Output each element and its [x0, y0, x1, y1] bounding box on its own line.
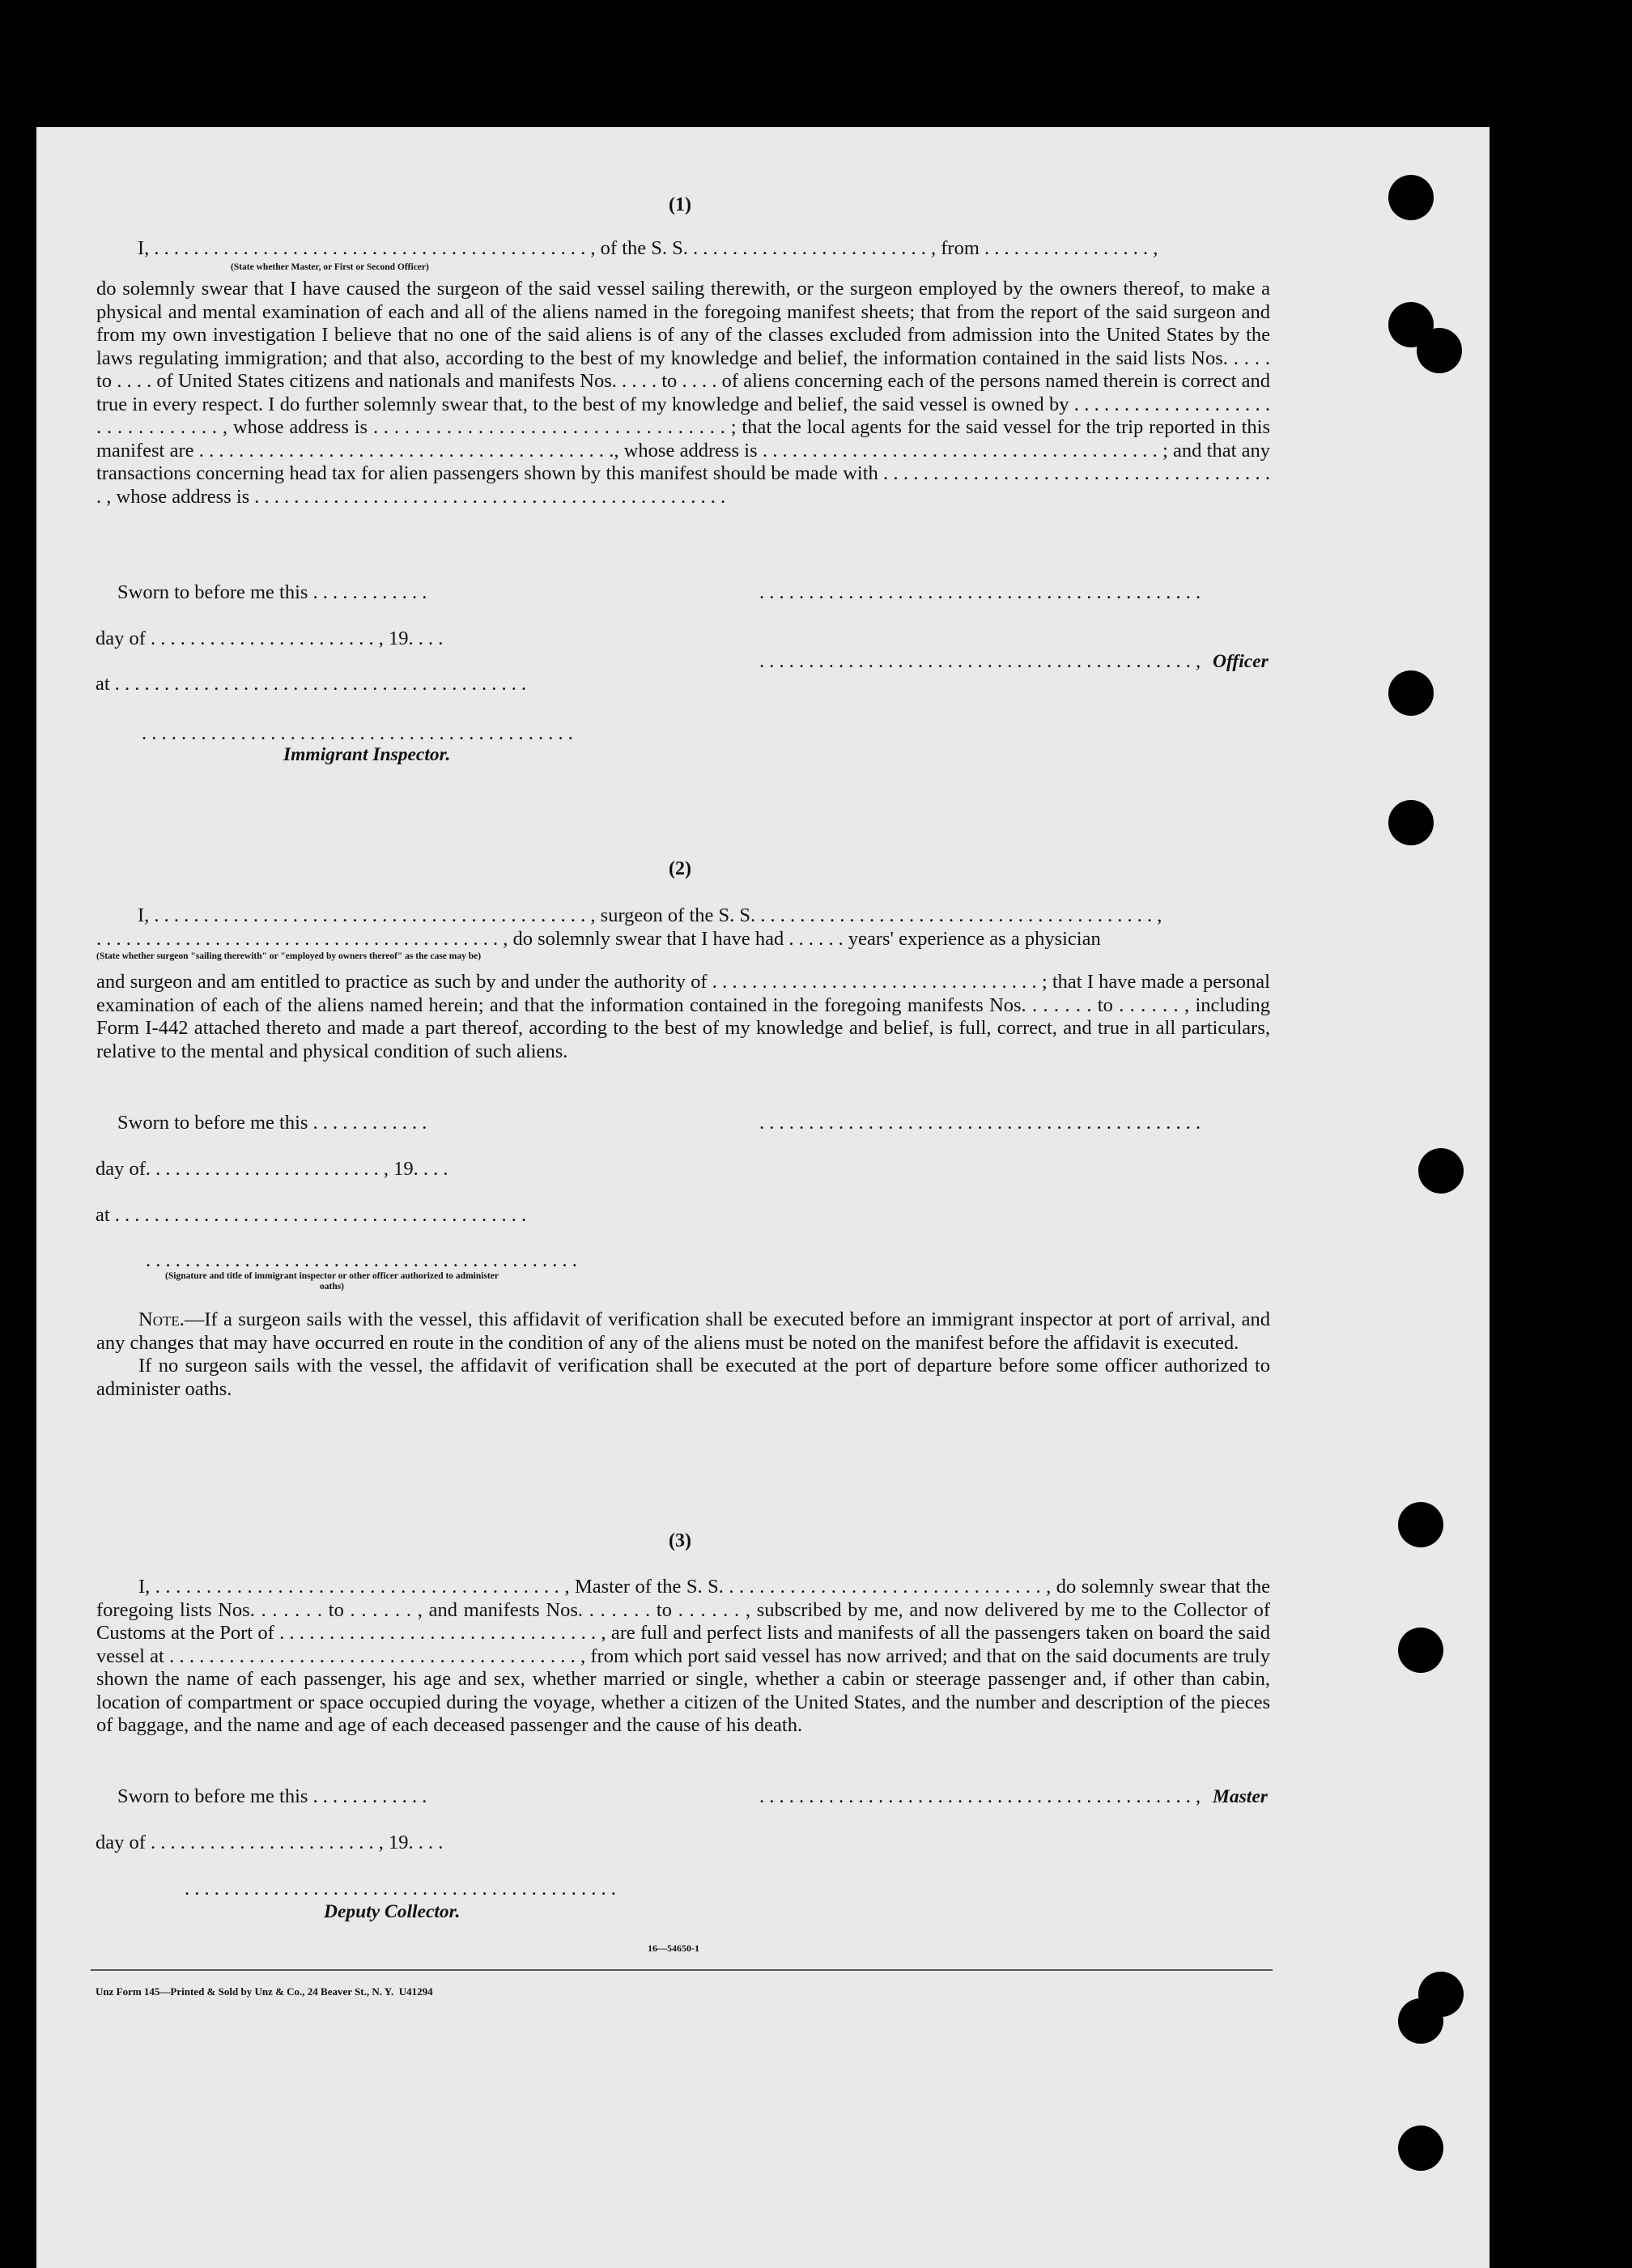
printer-credit: Unz Form 145—Printed & Sold by Unz & Co., 24 Beaver St., N. Y. U41294 [96, 1985, 433, 1998]
punch-hole [1398, 2125, 1443, 2171]
section-3-paragraph: I, . . . . . . . . . . . . . . . . . . . . . . . . . . . . . . . . . . . . . . . . , Master of the S. S. . . . . . . . . . . . . . . . . . . . . . . . . . . . . . . . , do solemnly swear that the foregoing lists Nos. . . . . . . to . . . . . . , and manifests Nos. . . . . . . to . . . . . . , subscribed by me, and now delivered by me to the Collector of Customs at the Port of . . . . . . . . . . . . . . . . . . . . . . . . . . . . . . . . , are full and perfect lists and manifests of all the passengers taken on board the said vessel at . . . . . . . . . . . . . . . . . . . . . . . . . . . . . . . . . . . . . . . . . , from which port said vessel has now arrived; and that on the said documents are truly shown the name of each passenger, his age and sex, whether married or single, whether a cabin or steerage passenger and, if other than cabin, location of compartment or space occupied during the voyage, whether a citizen of the United States, and the number and description of the pieces of baggage, and the name and age of each deceased passenger and the cause of his death. [96, 1576, 1270, 1736]
note-label: Note. [138, 1308, 185, 1330]
note-text: —If a surgeon sails with the vessel, this affidavit of verification shall be executed before an immigrant inspector at port of arrival, and any changes that may have occurred en route in the condition of any of the aliens must be noted on the manifest before the affidavit is executed. [96, 1308, 1270, 1354]
punch-hole [1398, 1502, 1443, 1547]
note-paragraph [96, 1308, 1270, 1355]
section-1-at: at . . . . . . . . . . . . . . . . . . . . . . . . . . . . . . . . . . . . . . . . . . [96, 673, 527, 695]
punch-hole [1388, 175, 1434, 220]
section-2-body [96, 971, 1270, 1063]
section-3-collector-label: Deputy Collector. [324, 1901, 461, 1922]
section-3-number: (3) [669, 1530, 691, 1551]
section-2-sig-line: . . . . . . . . . . . . . . . . . . . . . . . . . . . . . . . . . . . . . . . . . . . . [146, 1249, 577, 1271]
punch-hole [1398, 1628, 1443, 1673]
section-3-day: day of . . . . . . . . . . . . . . . . . . . . . . . , 19. . . . [96, 1832, 444, 1853]
section-1-sworn-right: . . . . . . . . . . . . . . . . . . . . . . . . . . . . . . . . . . . . . . . . . . . . . [759, 581, 1201, 603]
section-2-sig-note: (Signature and title of immigrant inspector or other officer authorized to administer oaths) [165, 1271, 499, 1291]
section-2-sworn: Sworn to before me this . . . . . . . . . . . . [117, 1112, 427, 1134]
section-1-sworn: Sworn to before me this . . . . . . . . . . . . [117, 581, 427, 603]
section-1-officer-line: . . . . . . . . . . . . . . . . . . . . . . . . . . . . . . . . . . . . . . . . . . . . , [759, 650, 1201, 672]
section-1-line1: I, . . . . . . . . . . . . . . . . . . . . . . . . . . . . . . . . . . . . . . . . . . . . , of the S. S. . . . . . . . . . . . . . . . . . . . . . . . . , from . . . . . . . . . . . . . . . . . , [138, 237, 1158, 259]
footer-rule [91, 1969, 1273, 1971]
section-3-master-line: . . . . . . . . . . . . . . . . . . . . . . . . . . . . . . . . . . . . . . . . . . . . , [759, 1785, 1201, 1807]
section-1-line1-note: (State whether Master, or First or Second Officer) [231, 262, 429, 272]
section-3-collector-line: . . . . . . . . . . . . . . . . . . . . . . . . . . . . . . . . . . . . . . . . . . . . [185, 1878, 616, 1900]
punch-hole [1388, 670, 1434, 716]
note-paragraph-2: If no surgeon sails with the vessel, the affidavit of verification shall be executed at the port of departure before some officer authorized to administer oaths. [96, 1355, 1270, 1400]
section-2-day: day of. . . . . . . . . . . . . . . . . . . . . . . . , 19. . . . [96, 1158, 448, 1180]
section-2-paragraph: and surgeon and am entitled to practice as such by and under the authority of . . . . . . . . . . . . . . . . . . . . . . . . . . . . . . . . . ; that I have made a personal examination of each of the aliens named herein; and that the information contained in the foregoing manifests Nos. . . . . . . to . . . . . . , including Form I-442 attached thereto and made a part thereof, according to the best of my knowledge and belief, is full, correct, and true in all particulars, relative to the mental and physical condition of such aliens. [96, 971, 1270, 1062]
section-2-line2-note: (State whether surgeon "sailing therewith" or "employed by owners thereof" as the case may be) [96, 951, 482, 961]
section-2-note [96, 1308, 1270, 1401]
section-1-number: (1) [669, 194, 691, 215]
punch-hole [1398, 1998, 1443, 2044]
section-1-officer-label: Officer [1213, 651, 1269, 672]
section-1-inspector-label: Immigrant Inspector. [283, 744, 451, 765]
section-3-master-label: Master [1213, 1786, 1268, 1807]
section-2-number: (2) [669, 858, 691, 879]
section-3-body [96, 1576, 1270, 1738]
section-2-sworn-right: . . . . . . . . . . . . . . . . . . . . . . . . . . . . . . . . . . . . . . . . . . . . . [759, 1112, 1201, 1134]
section-2-line2: . . . . . . . . . . . . . . . . . . . . . . . . . . . . . . . . . . . . . . . . . , do solemnly swear that I have had . . . . . . years' experience as a physician [96, 928, 1101, 950]
section-1-inspector-line: . . . . . . . . . . . . . . . . . . . . . . . . . . . . . . . . . . . . . . . . . . . . [142, 722, 573, 744]
section-2-at: at . . . . . . . . . . . . . . . . . . . . . . . . . . . . . . . . . . . . . . . . . . [96, 1204, 527, 1226]
section-3-sworn: Sworn to before me this . . . . . . . . . . . . [117, 1785, 427, 1807]
section-1-body [96, 278, 1270, 508]
punch-hole [1388, 800, 1434, 845]
section-1-day: day of . . . . . . . . . . . . . . . . . . . . . . . , 19. . . . [96, 628, 444, 649]
section-1-paragraph: do solemnly swear that I have caused the surgeon of the said vessel sailing therewith, or the surgeon employed by the owners thereof, to make a physical and mental examination of each and all of the aliens named in the foregoing manifest sheets; that from the report of the said surgeon and from my own investigation I believe that no one of the said aliens is of any of the classes excluded from admission into the United States by the laws regulating immigration; and that also, according to the best of my knowledge and belief, the information contained in the said lists Nos. . . . . to . . . . of United States citizens and nationals and manifests Nos. . . . . to . . . . of aliens concerning each of the persons named therein is correct and true in every respect. I do further solemnly swear that, to the best of my knowledge and belief, the said vessel is owned by . . . . . . . . . . . . . . . . . . . . . . . . . . . . . . . . , whose address is . . . . . . . . . . . . . . . . . . . . . . . . . . . . . . . . . . ; that the local agents for the said vessel for the trip reported in this manifest are . . . . . . . . . . . . . . . . . . . . . . . . . . . . . . . . . . . . . . . . . ., whose address is . . . . . . . . . . . . . . . . . . . . . . . . . . . . . . . . . . . . . . . . ; and that any transactions concerning head tax for alien passengers shown by this manifest should be made with . . . . . . . . . . . . . . . . . . . . . . . . . . . . . . . . . . . . . . . . , whose address is . . . . . . . . . . . . . . . . . . . . . . . . . . . . . . . . . . . . . . . . . . . . . . . . [96, 278, 1270, 508]
section-2-line1: I, . . . . . . . . . . . . . . . . . . . . . . . . . . . . . . . . . . . . . . . . . . . . , surgeon of the S. S. . . . . . . . . . . . . . . . . . . . . . . . . . . . . . . . . . . . . . . . . , [138, 904, 1162, 926]
punch-hole [1418, 1148, 1464, 1194]
punch-hole [1417, 328, 1462, 373]
form-number: 16—54650-1 [648, 1942, 699, 1954]
